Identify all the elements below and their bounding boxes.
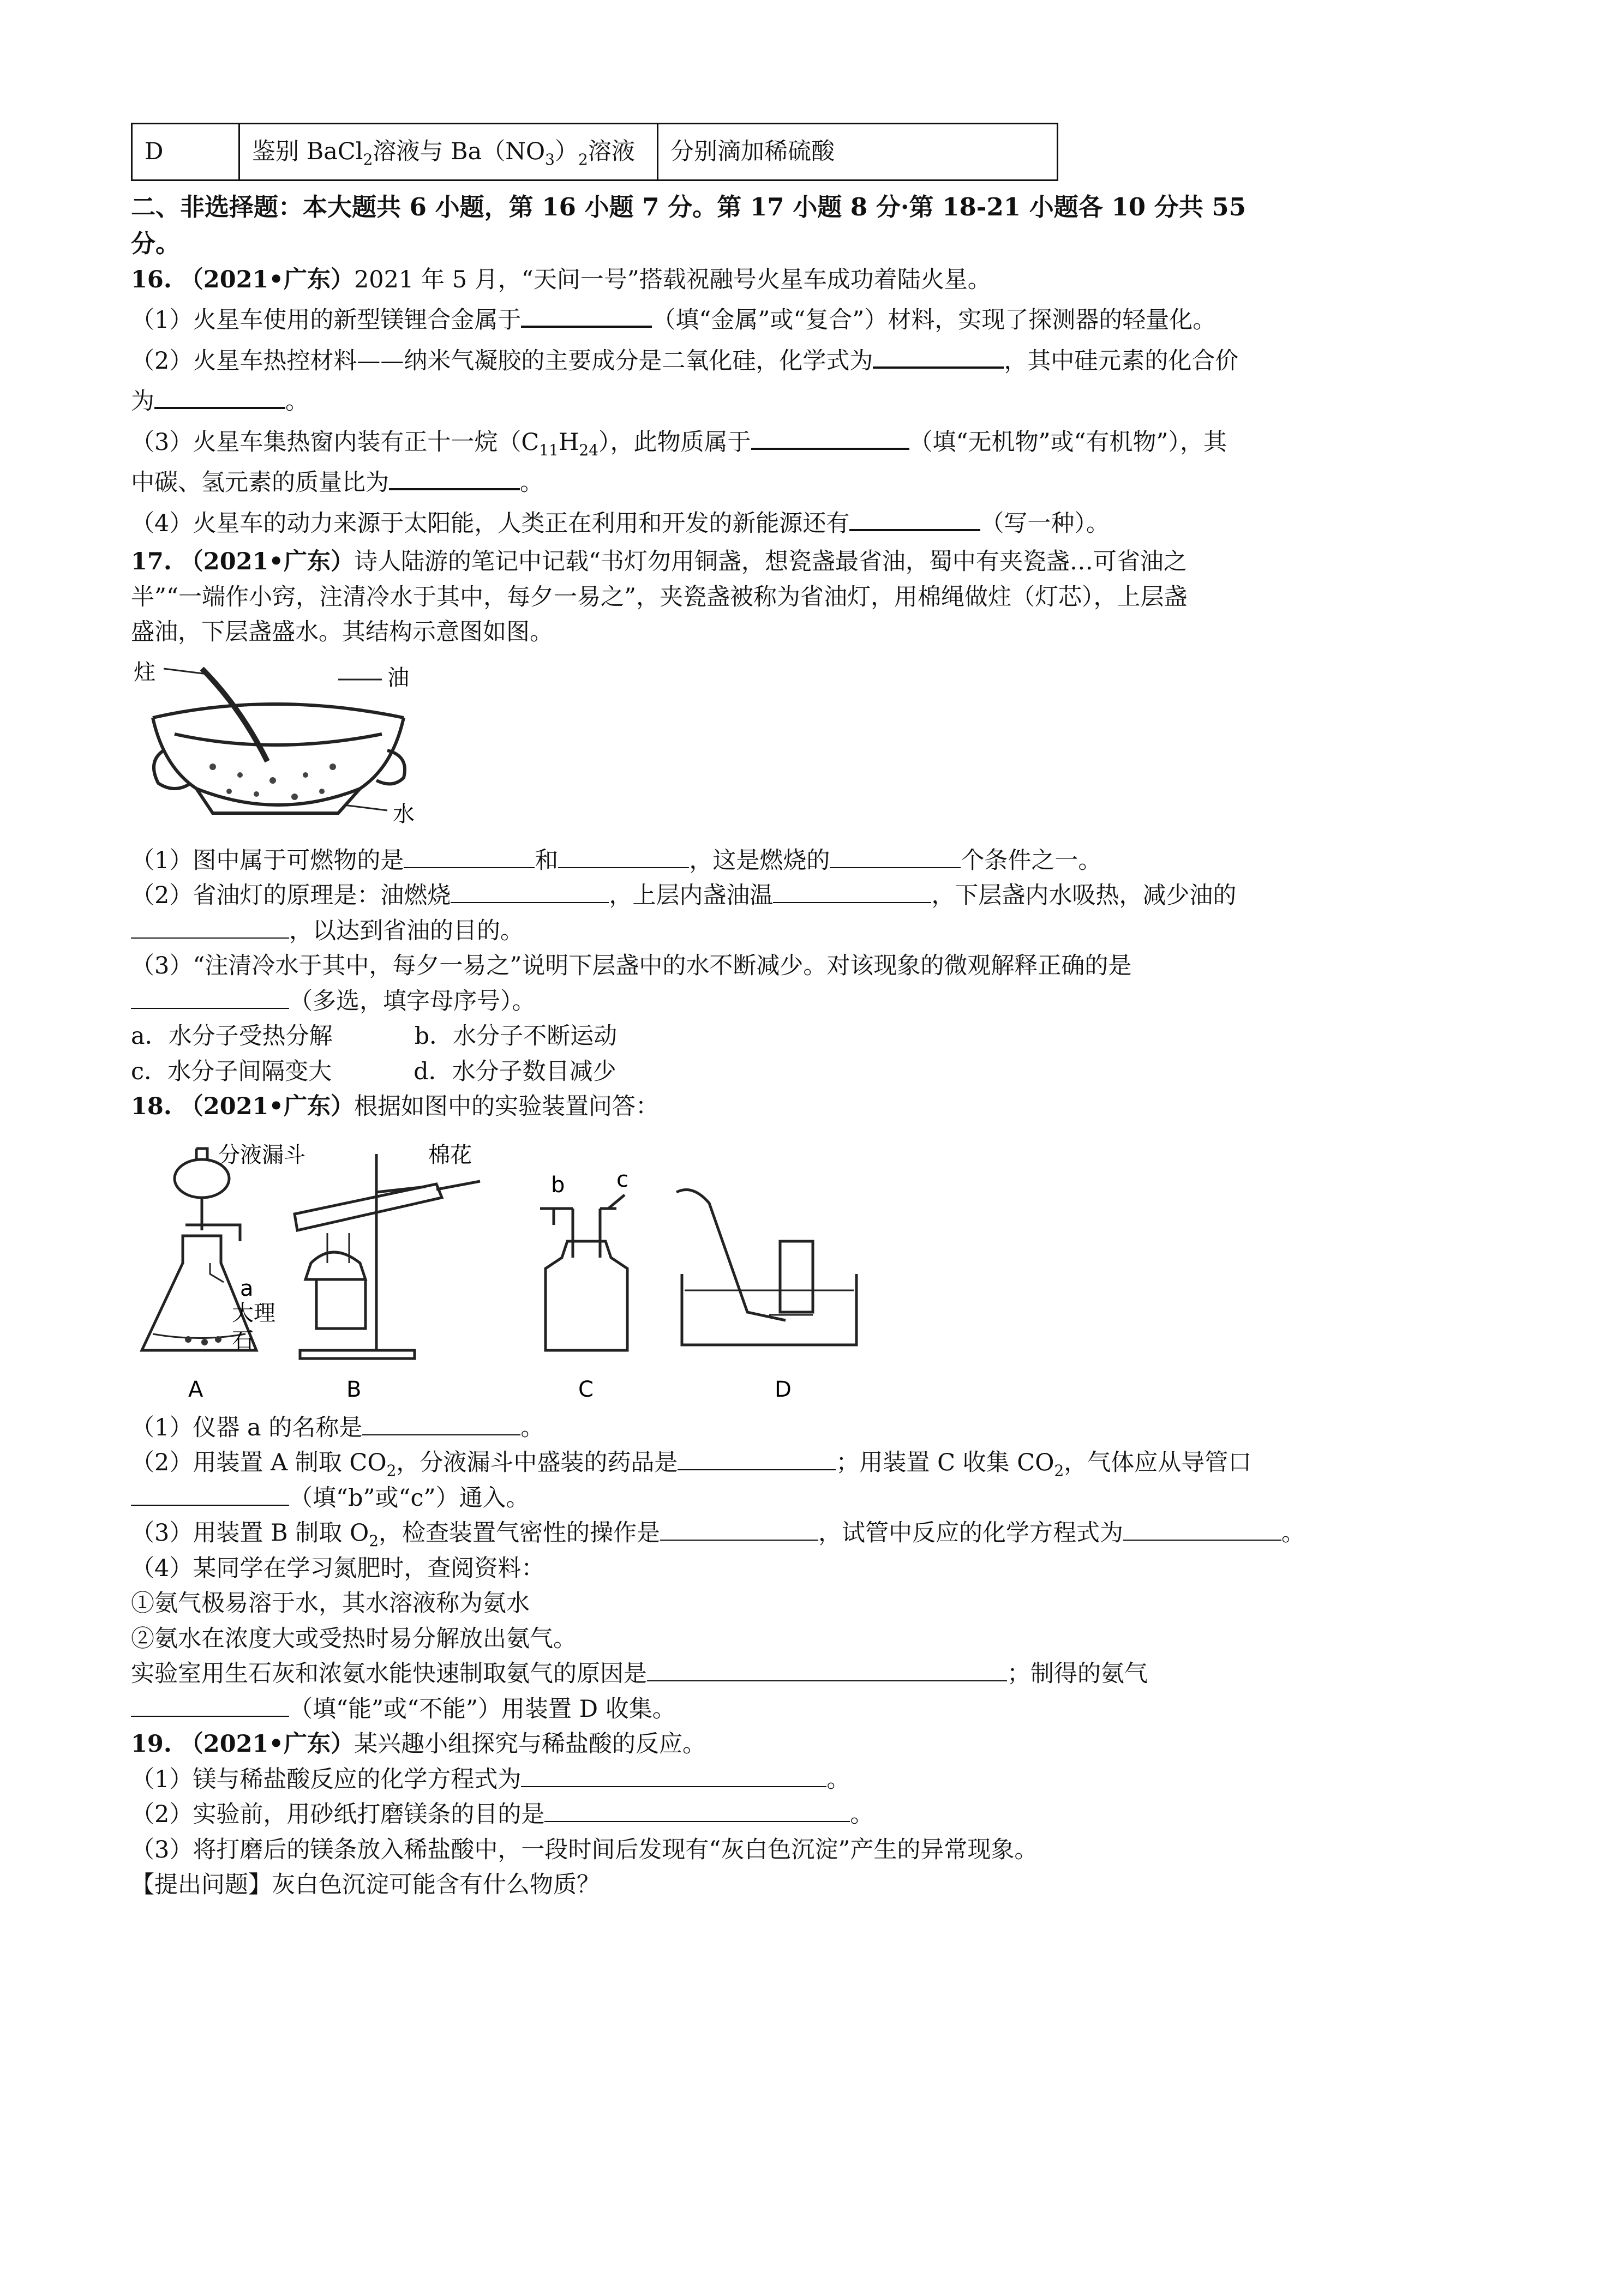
q19-question: 【提出问题】灰白色沉淀可能含有什么物质？ <box>131 1871 600 1898</box>
q18-part4: （4）某同学在学习氮肥时，查阅资料： <box>131 1554 545 1582</box>
fig-label-c: c <box>616 1167 628 1192</box>
fig-label-marble-2: 石 <box>232 1327 254 1353</box>
fig-label-b: b <box>551 1172 565 1198</box>
q17-part3-cont: （多选，填字母序号）。 <box>131 984 1506 1019</box>
q17-options-ab: a．水分子受热分解 b．水分子不断运动 <box>131 1023 618 1050</box>
q18-part2: （2）用装置 A 制取 $CO_2$，分液漏斗中盛装的药品是 ；用装置 C 收集 $CO_2$，气体应从导管口 <box>131 1449 1252 1480</box>
fig-label-C: C <box>578 1377 594 1402</box>
answer-blank[interactable] <box>362 1416 520 1435</box>
q16-part3: （3）火星车集热窗内装有正十一烷$(C_{11}H_{24})$，此物质属于 （填“无机物”或“有机物”），其 <box>131 428 1227 459</box>
q17-part1: （1）图中属于可燃物的是 和 ，这是燃烧的 个条件之一。 <box>131 846 1102 874</box>
q16-part1: （1）火星车使用的新型镁锂合金属于 （填“金属”或“复合”）材料，实现了探测器的轻量化。 <box>131 306 1216 334</box>
q19-part3: （3）将打磨后的镁条放入稀盐酸中，一段时间后发现有“灰白色沉淀”产生的异常现象。 <box>131 1836 1038 1864</box>
answer-blank[interactable] <box>131 919 289 939</box>
fig-label-B: B <box>346 1377 362 1402</box>
q18-part5: 实验室用生石灰和浓氨水能快速制取氨气的原因是 ；制得的氨气 <box>131 1660 1148 1687</box>
answer-blank[interactable] <box>678 1451 836 1470</box>
answer-blank[interactable] <box>521 1768 826 1787</box>
q18-part3: （3）用装置 B 制取 $O_2$，检查装置气密性的操作是 ，试管中反应的化学方程式为 。 <box>131 1519 1305 1550</box>
answer-blank[interactable] <box>873 348 1004 369</box>
answer-blank[interactable] <box>389 470 520 490</box>
option-letter: D <box>132 124 239 181</box>
q18-stem: 18. （2021•广东）根据如图中的实验装置问答： <box>131 1093 659 1120</box>
fig-label-marble: 大理 <box>232 1300 275 1326</box>
answer-blank[interactable] <box>544 1802 850 1822</box>
q17-options-cd: c．水分子间隔变大 d．水分子数目减少 <box>131 1057 616 1085</box>
answer-blank[interactable] <box>660 1521 818 1541</box>
q18-reference-1: ①氨气极易溶于水，其水溶液称为氨水 <box>131 1590 530 1617</box>
answer-blank[interactable] <box>404 849 535 868</box>
option-table <box>131 123 1058 181</box>
fig-label-oil: 油 <box>387 665 409 690</box>
answer-blank[interactable] <box>558 849 689 868</box>
oil-lamp-figure <box>131 658 436 838</box>
option-method: 分别滴加稀硫酸 <box>658 124 1058 181</box>
q18-part5-cont: （填“能”或“不能”）用装置 D 收集。 <box>131 1692 1506 1727</box>
q17-stem-cont: 半”“一端作小窍，注清冷水于其中，每夕一易之”，夹瓷盏被称为省油灯，用棉绳做炷（灯芯），上层盏 <box>131 583 1188 611</box>
exam-page <box>131 123 1506 1903</box>
answer-blank[interactable] <box>131 1697 289 1717</box>
fig-label-A: A <box>188 1377 203 1402</box>
q17-part2: （2）省油灯的原理是：油燃烧 ，上层内盏油温 ，下层盏内水吸热，减少油的 <box>131 882 1237 909</box>
q16-stem: 16. （2021•广东）2021 年 5 月，“天问一号”搭载祝融号火星车成功着陆火星。 <box>131 266 991 293</box>
fig-label-a: a <box>240 1276 254 1301</box>
apparatus-figure <box>131 1132 949 1405</box>
q17-stem: 17. （2021•广东）诗人陆游的笔记中记载“书灯勿用铜盏，想瓷盏最省油，蜀中有夹瓷盏…可省油之 <box>131 548 1187 575</box>
section-title-cont: 分。 <box>131 229 181 258</box>
answer-blank[interactable] <box>751 429 909 450</box>
answer-blank[interactable] <box>521 307 652 328</box>
fig-label-wick: 炷 <box>134 659 155 685</box>
answer-blank[interactable] <box>773 883 931 903</box>
q16-part2-cont: 为 。 <box>131 388 309 415</box>
answer-blank[interactable] <box>131 989 289 1009</box>
answer-blank[interactable] <box>451 883 609 903</box>
q17-part3: （3）“注清冷水于其中，每夕一易之”说明下层盏中的水不断减少。对该现象的微观解释正确的是 <box>131 952 1132 979</box>
q19-part1: （1）镁与稀盐酸反应的化学方程式为 。 <box>131 1765 850 1793</box>
q16-part4: （4）火星车的动力来源于太阳能，人类正在利用和开发的新能源还有 （写一种）。 <box>131 509 1110 537</box>
answer-blank[interactable] <box>830 849 961 868</box>
fig-label-D: D <box>775 1377 792 1402</box>
option-experiment: 鉴别 BaCl$_2$溶液与 $Ba(NO_3)_2$溶液 <box>239 124 658 181</box>
answer-blank[interactable] <box>849 510 980 531</box>
q16-part3-cont: 中碳、氢元素的质量比为 。 <box>131 469 543 496</box>
answer-blank[interactable] <box>154 388 285 409</box>
q17-stem-cont2: 盛油，下层盏盛水。其结构示意图如图。 <box>131 618 553 646</box>
answer-blank[interactable] <box>647 1662 1007 1681</box>
q17-part2-cont: ，以达到省油的目的。 <box>131 913 1506 949</box>
fig-label-cotton: 棉花 <box>428 1142 472 1168</box>
fig-label-funnel: 分液漏斗 <box>218 1142 305 1168</box>
answer-blank[interactable] <box>1123 1521 1281 1541</box>
q19-part2: （2）实验前，用砂纸打磨镁条的目的是 。 <box>131 1801 874 1828</box>
table-row <box>132 124 1058 181</box>
q16-part2: （2）火星车热控材料——纳米气凝胶的主要成分是二氧化硅，化学式为 ，其中硅元素的化合价 <box>131 347 1239 375</box>
q19-stem: 19. （2021•广东）某兴趣小组探究与稀盐酸的反应。 <box>131 1730 706 1758</box>
q18-part1: （1）仪器 a 的名称是 。 <box>131 1414 544 1441</box>
q18-reference-2: ②氨水在浓度大或受热时易分解放出氨气。 <box>131 1625 577 1652</box>
fig-label-water: 水 <box>393 801 415 827</box>
section-title: 二、非选择题：本大题共 6 小题，第 16 小题 7 分。第 17 小题 8 分·第 18-21 小题各 10 分共 55 <box>131 192 1247 221</box>
q18-part2-cont: （填“b”或“c”）通入。 <box>131 1481 1506 1516</box>
answer-blank[interactable] <box>131 1486 289 1506</box>
